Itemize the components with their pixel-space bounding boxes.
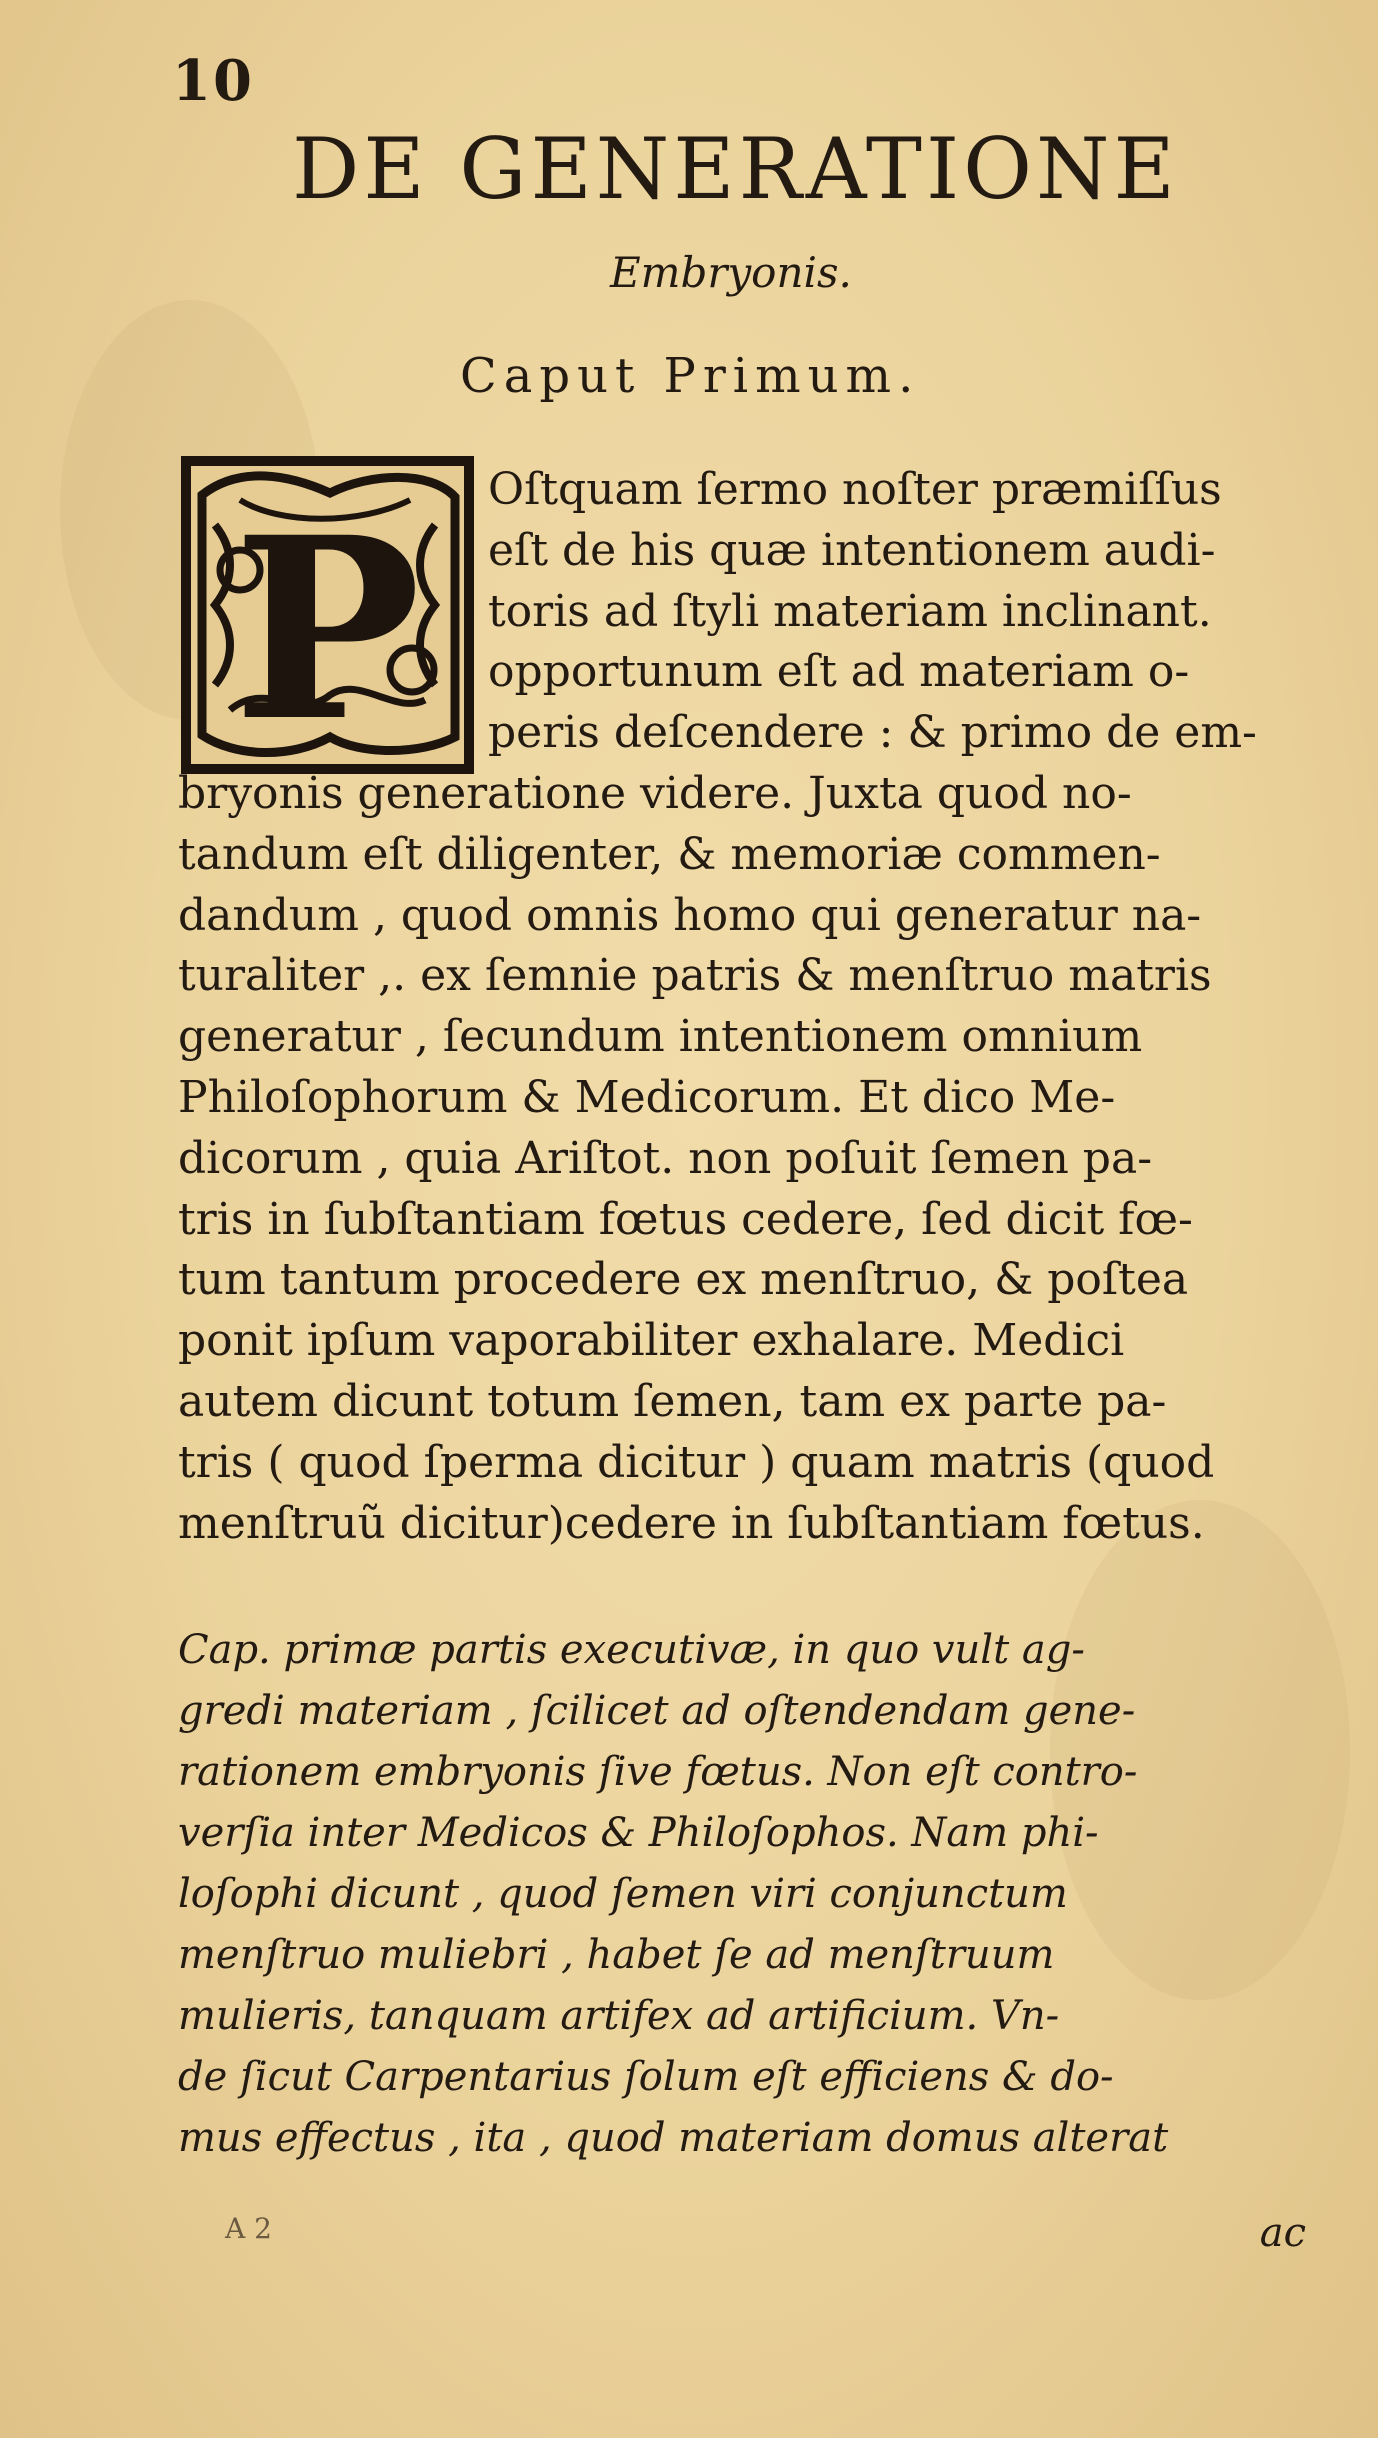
drop-cap-letter: P <box>233 482 421 775</box>
body-line: turaliter ,. ex ſemnie patris & menſtruo matris <box>178 950 1212 1002</box>
body-line: peris deſcendere : & primo de em- <box>488 707 1257 759</box>
signature-mark: A 2 <box>225 2212 272 2245</box>
commentary-line: Cap. primæ partis executivæ, in quo vult ag- <box>178 1627 1085 1673</box>
body-line: ponit ipſum vaporabiliter exhalare. Medici <box>178 1315 1125 1367</box>
body-line: dandum , quod omnis homo qui generatur na- <box>178 889 1202 941</box>
body-line: tris in ſubſtantiam fœtus cedere, ſed dicit fœ- <box>178 1193 1193 1245</box>
chapter-heading: Caput Primum. <box>460 348 921 404</box>
main-title: DE GENERATIONE <box>292 120 1179 218</box>
page-number: 10 <box>172 48 254 114</box>
commentary-text <box>178 1620 1318 2169</box>
body-line: bryonis generatione videre. Juxta quod no- <box>178 767 1132 819</box>
commentary-line: de ſicut Carpentarius ſolum eſt efficiens & do- <box>178 2054 1114 2100</box>
body-line: toris ad ſtyli materiam inclinant. <box>488 585 1212 637</box>
body-line: Philoſophorum & Medicorum. Et dico Me- <box>178 1071 1116 1123</box>
body-line: autem dicunt totum ſemen, tam ex parte pa- <box>178 1375 1167 1427</box>
body-line: tris ( quod ſperma dicitur ) quam matris (quod <box>178 1436 1215 1488</box>
body-line: Oſtquam ſermo noſter præmiſſus <box>488 464 1222 515</box>
body-line: menſtruũ dicitur)cedere in ſubſtantiam fœtus. <box>178 1497 1205 1549</box>
body-line: tandum eſt diligenter, & memoriæ commen- <box>178 828 1161 880</box>
catchword: ac <box>1259 2210 1306 2256</box>
body-line: eſt de his quæ intentionem audi- <box>488 524 1216 576</box>
body-line: generatur , ſecundum intentionem omnium <box>178 1011 1143 1063</box>
commentary-line: mulieris, tanquam artifex ad artificium. Vn- <box>178 1993 1060 2039</box>
body-line: opportunum eſt ad materiam o- <box>488 646 1190 698</box>
commentary-line: menſtruo muliebri , habet ſe ad menſtruum <box>178 1932 1055 1978</box>
commentary-line: gredi materiam , ſcilicet ad oſtendendam gene- <box>178 1688 1136 1734</box>
commentary-line: loſophi dicunt , quod ſemen viri conjunctum <box>178 1871 1068 1917</box>
main-text <box>178 460 1318 1554</box>
commentary-line: rationem embryonis ſive fœtus. Non eſt contro- <box>178 1749 1138 1795</box>
body-line: dicorum , quia Ariſtot. non poſuit ſemen pa- <box>178 1132 1153 1184</box>
commentary-line: mus effectus , ita , quod materiam domus alterat <box>178 2115 1169 2161</box>
commentary-line: verſia inter Medicos & Philoſophos. Nam phi- <box>178 1810 1099 1856</box>
body-line: tum tantum procedere ex menſtruo, & poſtea <box>178 1254 1189 1306</box>
subtitle: Embryonis. <box>610 248 852 297</box>
